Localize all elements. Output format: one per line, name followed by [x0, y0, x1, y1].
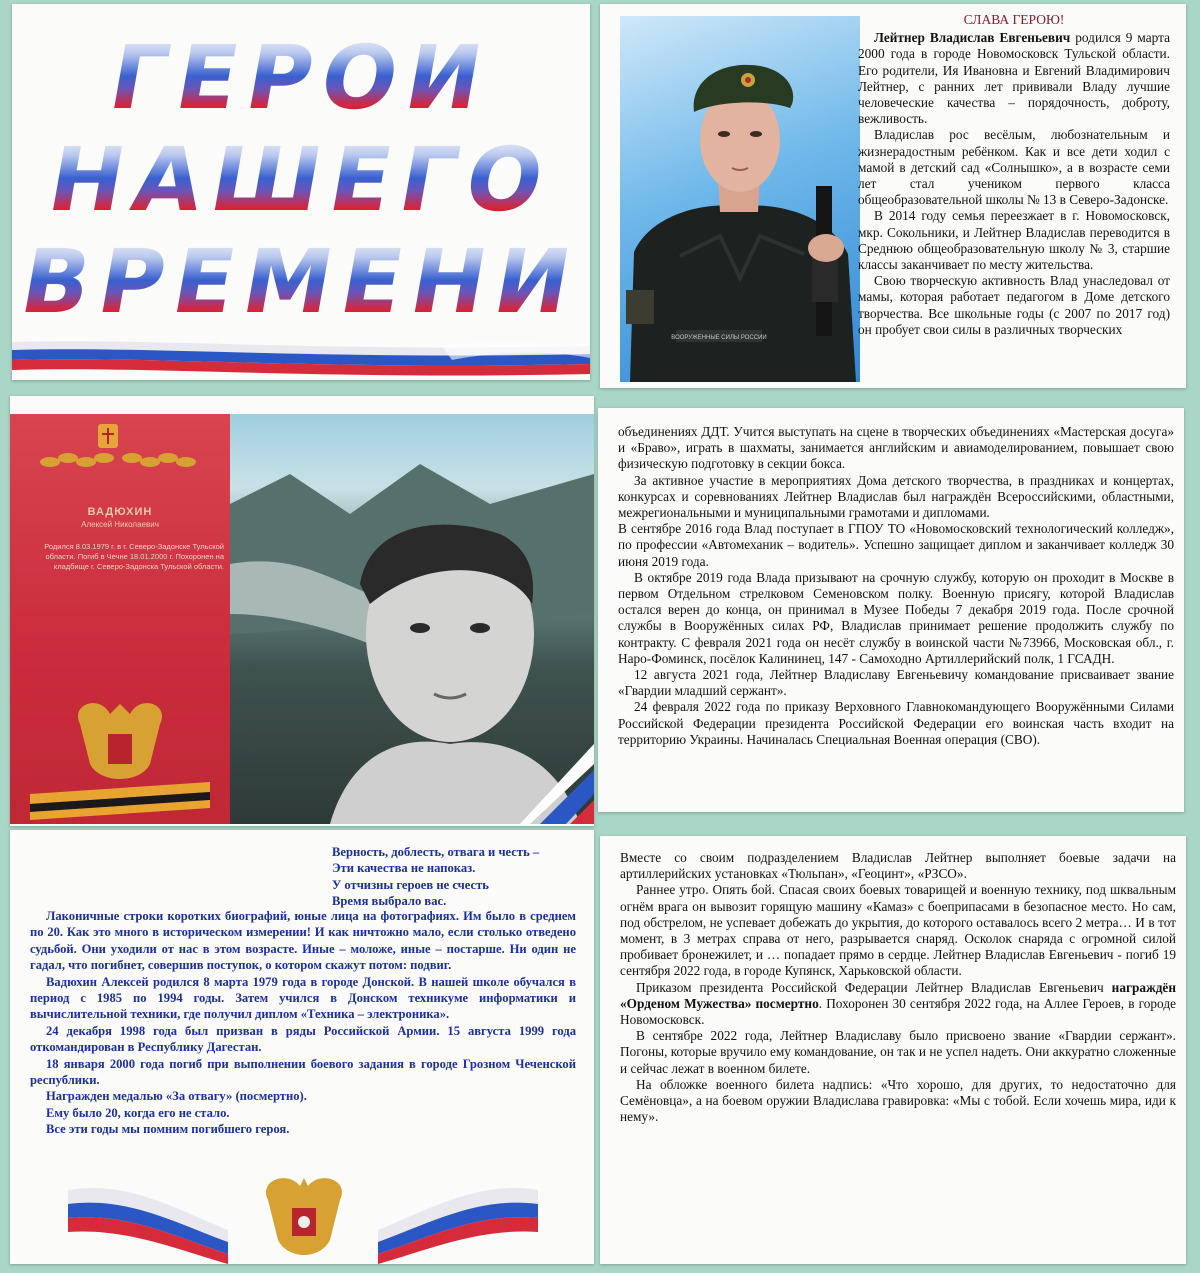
poem-line: Время выбрало вас.	[332, 894, 447, 909]
leitner-mid-paragraph-6: 24 февраля 2022 года по приказу Верховного Главнокомандующего Вооружёнными Силами Российской Федерации президента Российской Федерации его воинская часть входит на территорию Украины. Начиналась Специальная Военная операция (СВО).	[618, 699, 1174, 747]
leitner-bio-page-3	[600, 836, 1186, 1264]
leitner-text-column-1	[858, 12, 1170, 338]
poem-line: Верность, доблесть, отвага и честь –	[332, 845, 540, 859]
poem-block	[332, 844, 594, 910]
memorial-red-panel	[10, 414, 230, 824]
leitner-bot-paragraph-2: Раннее утро. Опять бой. Спасая своих боевых товарищей и военную технику, под шквальным огнём врага он вывозит горящую машину «Камаз» с боеприпасами в безопасное место. Но сам, под обстрелом, не успевает добежать до укрытия, до которого оставалось всего 2 метра… И в тот момент, в 3 метрах справа от него, разрывается снаряд. Осколок снаряда с огромной силой пробивает бронежилет, и … попадает прямо в сердце. Лейтнер Владислав Евгеньевич - погиб 19 сентября 2022 года, в городе Купянск, Харьковской области.	[620, 882, 1176, 979]
leitner-paragraph-4: Свою творческую активность Влад унаследовал от мамы, которая работает педагогом в Доме детского творчества. Все школьные годы (с 2007 по 2017 год) он пробует свои силы в различных творческих	[858, 273, 1170, 337]
leitner-mid-paragraph-1: объединениях ДДТ. Учится выступать на сцене в творческих объединениях «Мастерская досуга» и «Браво», играть в шахматы, занимается английским и авиамоделированием, повышает свою физическую подготовку в секции бокса.	[618, 424, 1174, 472]
memorial-name: ВАДЮХИН	[87, 506, 153, 518]
leitner-text-column-2	[618, 424, 1174, 748]
russian-coat-of-arms-icon	[10, 694, 230, 824]
leitner-paragraph-2: Владислав рос весёлым, любознательным и жизнерадостным ребёнком. Как и все дети ходил с мамой в детский сад «Солнышко», а в возрасте семи лет стал учеником первого класса общеобразовательной школы № 13 в Северо-Задонске.	[858, 127, 1170, 208]
leitner-bot-paragraph-3: Приказом президента Российской Федерации Лейтнер Владислав Евгеньевич награждён «Орденом Мужества» посмертно. Похоронен 30 сентября 2022 года, на Аллее Героев, в городе Новомосковск.	[620, 979, 1176, 1028]
soldier-portrait-icon	[620, 16, 860, 382]
leitner-mid-paragraph-3: В сентябре 2016 года Влад поступает в ГПОУ ТО «Новомосковский технологический колледж», по профессии «Автомеханик – водитель». Успешно защищает диплом и заканчивает колледж 30 июня 2019 года.	[618, 521, 1174, 569]
order-of-courage-text: награждён «Орденом Мужества» посмертно	[620, 979, 1176, 1011]
poem-line: У отчизны героев не счесть	[332, 877, 489, 892]
glory-heading: СЛАВА ГЕРОЮ!	[963, 12, 1065, 27]
poem-line: Эти качества не напоказ.	[332, 861, 476, 876]
leitner-paragraph-1: Лейтнер Владислав Евгеньевич родился 9 марта 2000 года в городе Новомосковск Тульской области. Его родители, Ия Ивановна и Евгений Владимирович Лейтнер, с ранних лет прививали Владу лучшие человеческие качества – порядочность, доброту, вежливость.	[858, 30, 1170, 127]
vadyukhin-text-column	[30, 908, 576, 1138]
leitner-bot-paragraph-4: В сентябре 2022 года, Лейтнер Владиславу было присвоено звание «Гвардии сержант». Погоны, которые вручило ему командование, он так и не успел надеть. Они аккуратно сложенные и сейчас лежат в военном билете.	[620, 1028, 1176, 1076]
laurel-wreath-icon	[10, 414, 230, 494]
leitner-bio-page-2	[598, 408, 1184, 812]
patch-label: ВООРУЖЕННЫЕ СИЛЫ РОССИИ	[671, 335, 767, 341]
leitner-mid-paragraph-2: За активное участие в мероприятиях Дома детского творчества, в праздниках и концертах, конкурсах и соревнованиях Лейтнер Владислав был награждён Всероссийскими, областными, межрегиональными и муниципальными грамотами и дипломами.	[618, 472, 1174, 521]
soldier-portrait-photo	[620, 16, 860, 382]
memorial-patronymic: Алексей Николаевич	[81, 520, 159, 529]
vadyukhin-paragraph-4: 18 января 2000 года погиб при выполнении боевого задания в городе Грозном Чеченской республики.	[30, 1056, 576, 1088]
vadyukhin-memorial-card	[10, 396, 594, 826]
vadyukhin-paragraph-3: 24 декабря 1998 года был призван в ряды Российской Армии. 15 августа 1999 года откомандирован в Республику Дагестан.	[30, 1023, 576, 1055]
title-line-1: ГЕРОИ	[12, 34, 590, 122]
young-man-portrait-icon	[230, 414, 594, 824]
tricolor-ribbon-with-eagle-icon	[68, 1170, 538, 1264]
vadyukhin-bio-page	[10, 830, 594, 1264]
title-poster	[12, 4, 590, 380]
memorial-bio: Родился 8.03.1979 г. в г. Северо-Задонске Тульской области. Погиб в Чечне 18.01.2000 г. Похоронен на кладбище г. Северо-Задонска Тульской области.	[44, 542, 224, 571]
vadyukhin-paragraph-5: Награжден медалью «За отвагу» (посмертно).	[46, 1089, 307, 1104]
leitner-paragraph-3: В 2014 году семья переезжает в г. Новомосковск, мкр. Сокольники, и Лейтнер Владислав переводится в Среднюю общеобразовательную школу № 3, старшие классы заканчивает по месту жительства.	[858, 208, 1170, 273]
leitner-mid-paragraph-4: В октябре 2019 года Влада призывают на срочную службу, которую он проходит в Москве в первом Отдельном стрелковом Семеновском полку. Военную присягу, которой Владислав остался верен до конца, он принимал в Музее Победы 7 декабря 2019 года. После срочной службы в Вооружённых силах РФ, Владислав принимает решение продолжить службу по контракту. С февраля 2021 года он несёт службу в воинской части №73966, Московская обл., г. Наро-Фоминск, посёлок Калининец, 147 - Самоходно Артиллерийский полк, 1 ГСАДН.	[618, 569, 1174, 666]
vadyukhin-paragraph-7: Все эти годы мы помним погибшего героя.	[46, 1122, 290, 1137]
tricolor-ribbon-icon	[12, 336, 590, 380]
title-line-2: НАШЕГО	[12, 136, 590, 224]
leitner-text-column-3	[620, 850, 1176, 1125]
vadyukhin-paragraph-2: Вадюхин Алексей родился 8 марта 1979 года в городе Донской. В нашей школе обучался в период с 1985 по 1994 годы. Затем учился в Донском техникуме информатики и вычислительной техники, где получил диплом «Техника – электроника».	[30, 974, 576, 1022]
vadyukhin-paragraph-1: Лаконичные строки коротких биографий, юные лица на фотографиях. Им было в среднем по 20. Как это много в историческом измерении! И как ничтожно мало, если столько отведено судьбой. Они уходили от нас в этом возрасте. Иные – моложе, иные – постарше. Ни один не гадал, что погибнет, совершив поступок, о котором скажут потом: подвиг.	[30, 909, 576, 973]
title-line-3: ВРЕМЕНИ	[12, 238, 590, 326]
leitner-name: Лейтнер Владислав Евгеньевич	[874, 30, 1071, 46]
vadyukhin-paragraph-6: Ему было 20, когда его не стало.	[46, 1105, 230, 1120]
leitner-mid-paragraph-5: 12 августа 2021 года, Лейтнер Владиславу Евгеньевичу командование присваивает звание «Гвардии младший сержант».	[618, 667, 1174, 699]
leitner-bio-page-1	[600, 4, 1186, 388]
young-soldier-photo	[230, 414, 594, 824]
leitner-bot-paragraph-5: На обложке военного билета надпись: «Что хорошо, для других, то недостаточно для Семёновца», а на боевом оружии Владислава гравировка: «Мы с тобой. Если хочешь мира, иди к нему».	[620, 1076, 1176, 1125]
leitner-bot-paragraph-1: Вместе со своим подразделением Владислав Лейтнер выполняет боевые задачи на артиллерийских установках «Тюльпан», «Геоцинт», «РЗСО».	[620, 850, 1176, 882]
